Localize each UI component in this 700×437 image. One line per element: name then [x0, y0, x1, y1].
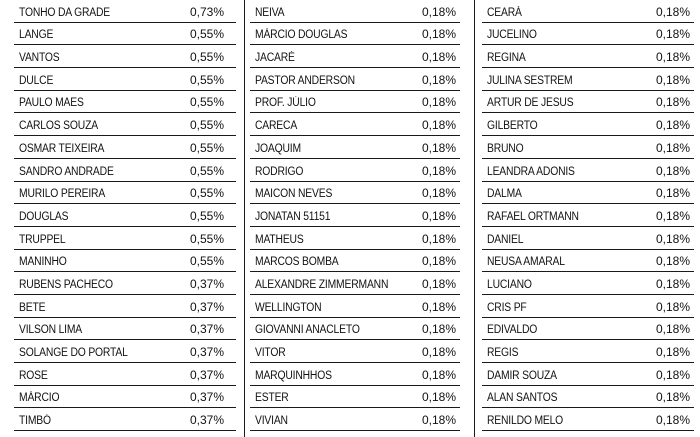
table-row — [250, 227, 460, 250]
vote-percentage: 0,55% — [190, 231, 225, 246]
table-row — [482, 227, 694, 250]
table-row — [482, 408, 694, 431]
vote-percentage: 0,37% — [190, 413, 225, 428]
vote-percentage: 0,18% — [422, 208, 457, 223]
candidate-name: JONATAN 51151 — [255, 210, 331, 223]
vote-percentage: 0,55% — [190, 95, 225, 110]
vote-percentage: 0,18% — [656, 322, 691, 337]
table-row — [482, 159, 694, 182]
vote-percentage: 0,73% — [190, 4, 225, 19]
vote-percentage: 0,18% — [656, 231, 691, 246]
candidate-name: JOAQUIM — [255, 142, 301, 155]
candidate-name: MARQUINHHOS — [255, 369, 332, 382]
vote-percentage: 0,18% — [656, 367, 691, 382]
vote-percentage: 0,55% — [190, 140, 225, 155]
vote-percentage: 0,18% — [656, 27, 691, 42]
table-row — [14, 318, 236, 341]
candidate-name: RAFAEL ORTMANN — [487, 210, 579, 223]
table-row — [14, 113, 236, 136]
vote-percentage: 0,55% — [190, 186, 225, 201]
table-row — [250, 250, 460, 273]
table-row — [482, 68, 694, 91]
candidate-name: TIMBÓ — [19, 415, 51, 428]
candidate-name: VIVIAN — [255, 415, 288, 428]
candidate-name: LANGE — [19, 29, 54, 42]
table-row — [14, 68, 236, 91]
candidate-name: SANDRO ANDRADE — [19, 165, 114, 178]
vote-percentage: 0,37% — [190, 322, 225, 337]
vote-percentage: 0,18% — [422, 27, 457, 42]
vote-percentage: 0,18% — [422, 254, 457, 269]
table-row — [250, 408, 460, 431]
column-divider — [474, 0, 475, 437]
candidate-name: JUCELINO — [487, 29, 537, 42]
table-row — [250, 68, 460, 91]
candidate-name: CARECA — [255, 120, 298, 133]
table-row — [250, 272, 460, 295]
candidate-name: JACARÉ — [255, 52, 295, 65]
vote-percentage: 0,18% — [656, 390, 691, 405]
table-row — [482, 0, 694, 23]
table-row — [14, 227, 236, 250]
candidate-name: NEIVA — [255, 6, 285, 19]
vote-percentage: 0,55% — [190, 50, 225, 65]
vote-percentage: 0,18% — [422, 118, 457, 133]
vote-percentage: 0,37% — [190, 390, 225, 405]
vote-percentage: 0,55% — [190, 27, 225, 42]
candidate-name: MANINHO — [19, 256, 67, 269]
candidate-name: REGIS — [487, 347, 519, 359]
candidate-name: LEANDRA ADONIS — [487, 165, 575, 178]
vote-percentage: 0,37% — [190, 299, 225, 314]
vote-percentage: 0,18% — [656, 299, 691, 314]
table-row — [482, 318, 694, 341]
table-row — [14, 159, 236, 182]
vote-percentage: 0,18% — [422, 413, 457, 428]
table-row — [482, 23, 694, 46]
table-row — [14, 182, 236, 205]
candidate-name: DOUGLAS — [19, 210, 69, 223]
candidate-name: PAULO MAES — [19, 97, 84, 110]
table-row — [14, 295, 236, 318]
candidate-name: TRUPPEL — [19, 233, 66, 246]
table-row — [250, 91, 460, 114]
candidate-name: DULCE — [19, 74, 54, 87]
candidate-name: BETE — [19, 301, 46, 314]
vote-percentage: 0,18% — [422, 390, 457, 405]
vote-percentage: 0,18% — [656, 95, 691, 110]
table-row — [250, 318, 460, 341]
vote-percentage: 0,18% — [656, 186, 691, 201]
candidate-name: DAMIR SOUZA — [487, 369, 557, 382]
candidate-name: GILBERTO — [487, 120, 538, 133]
candidate-name: DANIEL — [487, 233, 524, 246]
table-row — [14, 45, 236, 68]
table-row — [482, 113, 694, 136]
candidate-name: PROF. JÚLIO — [255, 97, 316, 110]
candidate-name: MARCOS BOMBA — [255, 256, 339, 269]
candidate-name: VILSON LIMA — [19, 324, 83, 337]
vote-percentage: 0,55% — [190, 254, 225, 269]
vote-percentage: 0,37% — [190, 276, 225, 291]
candidate-name: CRIS PF — [487, 301, 527, 314]
vote-percentage: 0,55% — [190, 72, 225, 87]
candidate-name: RENILDO MELO — [487, 415, 564, 428]
vote-percentage: 0,18% — [422, 163, 457, 178]
table-row — [482, 91, 694, 114]
candidate-name: ROSE — [19, 369, 48, 382]
column-divider — [244, 0, 245, 437]
vote-percentage: 0,37% — [190, 367, 225, 382]
vote-percentage: 0,18% — [656, 163, 691, 178]
vote-percentage: 0,18% — [422, 299, 457, 314]
candidate-name: TONHO DA GRADE — [19, 6, 111, 19]
candidate-name: OSMAR TEIXEIRA — [19, 142, 105, 155]
candidate-name: ESTER — [255, 392, 289, 405]
table-row — [250, 23, 460, 46]
candidate-name: MURILO PEREIRA — [19, 188, 106, 201]
table-row — [14, 408, 236, 431]
vote-percentage: 0,18% — [422, 50, 457, 65]
table-row — [482, 386, 694, 409]
candidate-name: VANTOS — [19, 52, 60, 65]
table-row — [250, 386, 460, 409]
vote-percentage: 0,18% — [656, 276, 691, 291]
candidate-name: MÁRCIO DOUGLAS — [255, 29, 348, 42]
candidate-name: BRUNO — [487, 142, 524, 155]
candidate-name: VITOR — [255, 347, 286, 359]
table-row — [482, 250, 694, 273]
vote-percentage: 0,18% — [422, 140, 457, 155]
column-1 — [14, 0, 236, 431]
table-row — [250, 295, 460, 318]
candidate-name: ALEXANDRE ZIMMERMANN — [255, 278, 389, 291]
candidate-name: CARLOS SOUZA — [19, 120, 98, 133]
vote-percentage: 0,55% — [190, 163, 225, 178]
candidate-name: RODRIGO — [255, 165, 304, 178]
candidate-name: REGINA — [487, 52, 526, 65]
candidate-name: EDIVALDO — [487, 324, 538, 337]
vote-percentage: 0,18% — [656, 140, 691, 155]
column-3 — [482, 0, 694, 431]
vote-percentage: 0,18% — [422, 367, 457, 382]
table-row — [14, 272, 236, 295]
table-row — [482, 182, 694, 205]
table-row — [250, 340, 460, 363]
table-row — [482, 340, 694, 363]
vote-percentage: 0,18% — [422, 231, 457, 246]
table-row — [250, 159, 460, 182]
column-2 — [250, 0, 460, 431]
table-row — [482, 272, 694, 295]
candidate-name: GIOVANNI ANACLETO — [255, 324, 360, 337]
vote-percentage: 0,18% — [656, 50, 691, 65]
vote-percentage: 0,18% — [422, 4, 457, 19]
vote-percentage: 0,55% — [190, 118, 225, 133]
table-row — [250, 363, 460, 386]
vote-percentage: 0,18% — [422, 95, 457, 110]
table-row — [14, 363, 236, 386]
table-row — [482, 45, 694, 68]
table-row — [14, 204, 236, 227]
candidate-name: RUBENS PACHECO — [19, 278, 113, 291]
table-row — [14, 250, 236, 273]
candidate-name: MATHEUS — [255, 233, 304, 246]
candidate-name: NEUSA AMARAL — [487, 256, 565, 269]
vote-percentage: 0,18% — [422, 345, 457, 359]
table-row — [250, 136, 460, 159]
vote-percentage: 0,18% — [422, 322, 457, 337]
table-row — [14, 91, 236, 114]
table-row — [14, 136, 236, 159]
vote-percentage: 0,18% — [422, 72, 457, 87]
table-row — [14, 0, 236, 23]
candidate-name: MÁRCIO — [19, 392, 60, 405]
candidate-name: ARTUR DE JESUS — [487, 97, 574, 110]
table-row — [250, 204, 460, 227]
vote-percentage: 0,55% — [190, 208, 225, 223]
candidate-name: JULINA SESTREM — [487, 74, 573, 87]
table-row — [482, 295, 694, 318]
vote-percentage: 0,18% — [422, 186, 457, 201]
vote-percentage: 0,18% — [422, 276, 457, 291]
table-row — [482, 363, 694, 386]
table-row — [250, 0, 460, 23]
candidate-name: ALAN SANTOS — [487, 392, 558, 405]
table-row — [250, 45, 460, 68]
candidate-name: PASTOR ANDERSON — [255, 74, 355, 87]
vote-percentage: 0,18% — [656, 208, 691, 223]
vote-percentage: 0,18% — [656, 4, 691, 19]
vote-percentage: 0,37% — [190, 345, 225, 359]
table-row — [250, 113, 460, 136]
candidate-name: CEARÁ — [487, 6, 522, 19]
table-row — [14, 23, 236, 46]
vote-percentage: 0,18% — [656, 118, 691, 133]
vote-percentage: 0,18% — [656, 72, 691, 87]
vote-percentage: 0,18% — [656, 254, 691, 269]
candidate-name: DALMA — [487, 188, 522, 201]
table-row — [14, 340, 236, 363]
candidate-name: MAICON NEVES — [255, 188, 333, 201]
table-row — [482, 204, 694, 227]
vote-percentage: 0,18% — [656, 413, 691, 428]
candidate-name: SOLANGE DO PORTAL — [19, 347, 128, 359]
table-row — [250, 182, 460, 205]
table-row — [482, 136, 694, 159]
vote-percentage: 0,18% — [656, 345, 691, 359]
table-row — [14, 386, 236, 409]
candidate-name: WELLINGTON — [255, 301, 322, 314]
candidate-name: LUCIANO — [487, 278, 532, 291]
